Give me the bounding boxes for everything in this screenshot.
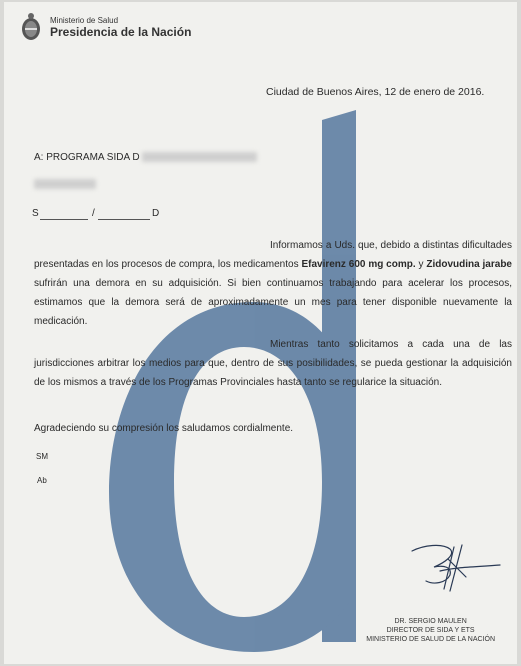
drug-zidovudina: Zidovudina jarabe (426, 259, 512, 270)
presidency-name: Presidencia de la Nación (50, 25, 192, 39)
body-paragraph-1: Informamos a Uds. que, debido a distintas dificultades presentadas en los procesos de compra, los medicamentos Efavirenz 600 mg comp. y Zidovudina jarabe sufrirán una demora en su adquisición. Si bien continuamos trabajando para acelerar los procesos, estimamos que la demora será de aproximadamente un mes para tener disponible nuevamente la medicación. (34, 240, 512, 327)
signatory-title: DIRECTOR DE SIDA Y ETS (386, 627, 475, 634)
reference-line (32, 208, 162, 222)
body-paragraph-2: Mientras tanto solicitamos a cada una de las jurisdicciones arbitrar los medios para que, dentro de sus posibilidades, se pueda gestionar la adquisición de los mismos a través de los Programas Provinciales hasta tanto se regularice la situación. (34, 339, 512, 388)
signatory-block (366, 617, 495, 644)
redacted-address (34, 179, 96, 189)
initials-sm: SM (36, 452, 48, 461)
reference-underline-1 (40, 219, 88, 220)
handwritten-signature (404, 537, 504, 597)
argentina-coat-of-arms-icon (20, 12, 42, 42)
recipient-label: A: PROGRAMA SIDA D (34, 152, 140, 163)
signatory-organization: MINISTERIO DE SALUD DE LA NACIÓN (366, 636, 495, 643)
recipient-line (34, 151, 257, 164)
drug-efavirenz: Efavirenz 600 mg comp. (301, 259, 416, 270)
reference-s: S (32, 208, 39, 219)
redacted-recipient (142, 152, 257, 162)
signatory-name: DR. SERGIO MAULEN (394, 618, 467, 625)
reference-d: D (152, 208, 160, 219)
letter-page (4, 2, 517, 664)
ministry-name: Ministerio de Salud (50, 16, 119, 25)
reference-slash: / (92, 208, 95, 219)
closing-line: Agradeciendo su compresión los saludamos cordialmente. (34, 423, 294, 434)
reference-underline-2 (98, 219, 150, 220)
redacted-address-line (34, 178, 96, 191)
initials-ab: Ab (37, 476, 47, 485)
date-line: Ciudad de Buenos Aires, 12 de enero de 2016. (266, 86, 485, 98)
